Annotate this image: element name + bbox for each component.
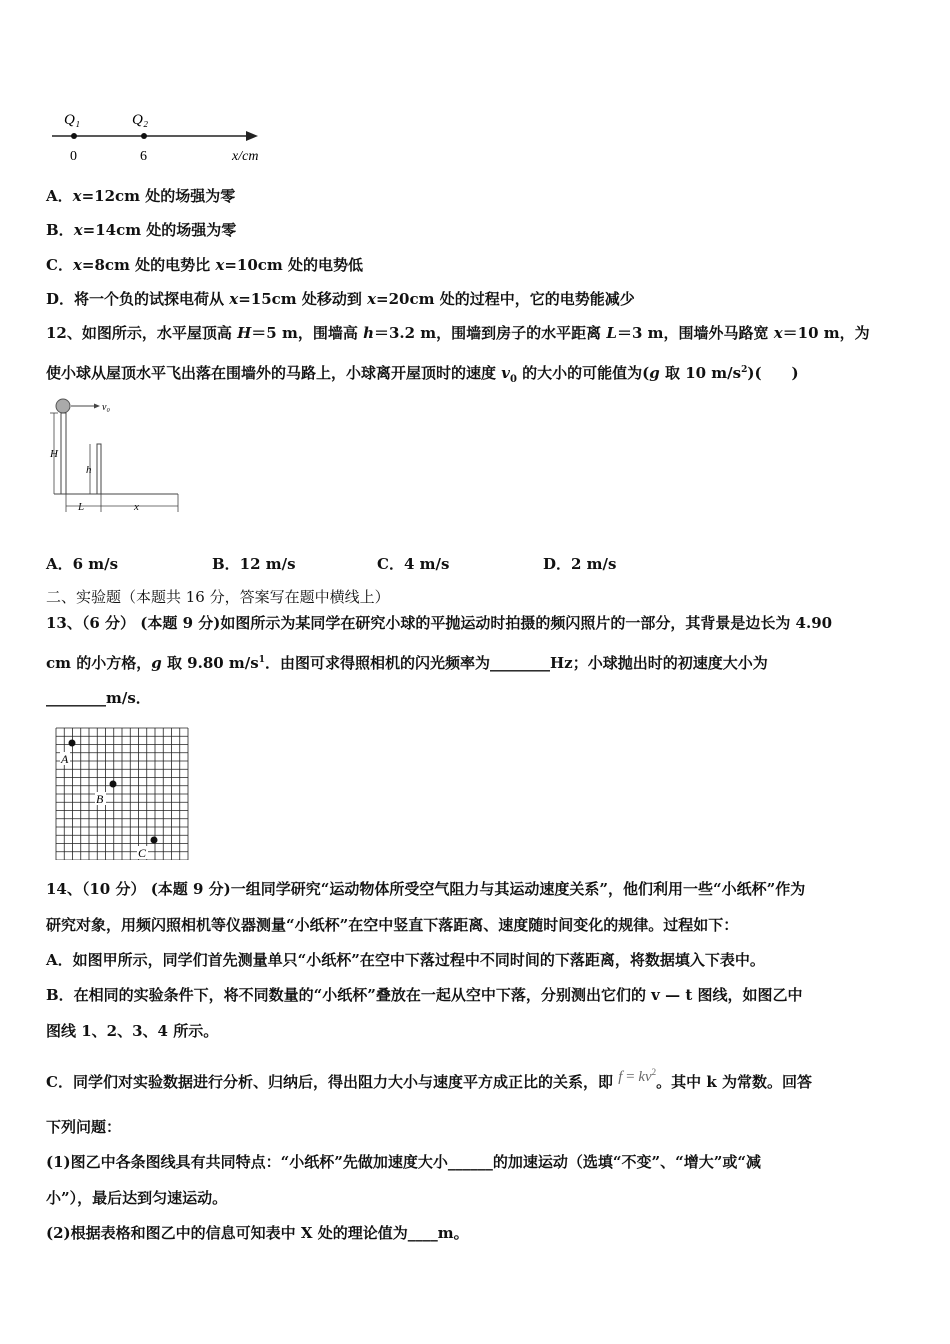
superscript: 2 <box>651 1067 657 1077</box>
v0-arrowhead <box>94 404 100 409</box>
charge-q2 <box>141 133 147 139</box>
text: ＝5 m，围墙高 <box>251 324 364 342</box>
q11-choice-a <box>46 186 235 206</box>
text: 取 10 m/s <box>659 364 742 382</box>
text: ＝3.2 m，围墙到房子的水平距离 <box>373 324 607 342</box>
choice-text: =14cm 处的场强为零 <box>82 221 237 239</box>
label-b: B <box>96 792 104 806</box>
q13-stem-line2 <box>46 650 768 673</box>
text: 的大小的可能值为( <box>516 364 650 382</box>
charge-q1 <box>71 133 77 139</box>
var-x: x <box>773 324 783 342</box>
q12-choice-c: C．4 m/s <box>377 555 450 573</box>
choice-letter: C． <box>46 256 73 274</box>
text: )( ) <box>747 364 799 382</box>
label-a: A <box>61 752 69 766</box>
var-L: L <box>606 324 617 342</box>
choice-text: =20cm 处的过程中，它的电势能减少 <box>376 290 635 308</box>
var-g: g <box>649 364 660 382</box>
tick-0: 0 <box>70 149 77 164</box>
q12-stem-line2 <box>46 360 799 390</box>
q12-choice-b: B．12 m/s <box>212 555 296 573</box>
q14-part1-line2: 小”），最后达到匀速运动。 <box>46 1189 228 1207</box>
text: ＝10 m，为 <box>782 324 870 342</box>
formula <box>618 1069 656 1085</box>
choice-letter: B． <box>46 221 74 239</box>
choice-letter: D．将一个负的试探电荷从 <box>46 290 230 308</box>
choice-text: =12cm 处的场强为零 <box>81 187 236 205</box>
q14-stem-line2: 研究对象，用频闪照相机等仪器测量“小纸杯”在空中竖直下落距离、速度随时间变化的规律。过程如下： <box>46 916 739 934</box>
axis-label: x/cm <box>232 149 259 164</box>
label-h: h <box>86 464 92 476</box>
var-x: x <box>72 187 82 205</box>
point-a <box>69 740 76 747</box>
wall <box>97 444 101 494</box>
q14-stem-line1: 14、（10 分） (本题 9 分)一组同学研究“运动物体所受空气阻力与其运动速度关系”，他们利用一些“小纸杯”作为 <box>46 880 806 898</box>
label-q1: Q₁ <box>64 112 81 128</box>
point-c <box>151 837 158 844</box>
label-L: L <box>78 501 85 513</box>
q14-step-c-line1 <box>46 1068 812 1093</box>
label-c: C <box>138 846 147 860</box>
choice-text: =8cm 处的电势比 <box>81 256 216 274</box>
text: 12、如图所示，水平屋顶高 <box>46 324 238 342</box>
label-v0: v₀ <box>102 402 110 413</box>
var-kv: kv <box>638 1069 652 1085</box>
q11-choice-b <box>46 220 236 240</box>
projectile-wall-figure <box>44 394 194 522</box>
var-H: H <box>237 324 252 342</box>
charge-axis-figure <box>44 104 274 166</box>
text: 。其中 k 为常数。回答 <box>656 1073 812 1091</box>
q13-stem-line3: ________m/s． <box>46 689 151 707</box>
strobe-grid-figure <box>54 726 190 860</box>
var-f: f <box>618 1069 623 1085</box>
superscript: 2 <box>741 365 748 375</box>
label-H: H <box>50 448 58 460</box>
q11-choice-c <box>46 255 363 275</box>
text: cm 的小方格， <box>46 654 152 672</box>
text: ．由图可求得照相机的闪光频率为________Hz；小球抛出时的初速度大小为 <box>265 654 768 672</box>
q14-step-a: A．如图甲所示，同学们首先测量单只“小纸杯”在空中下落过程中不同时间的下落距离，将数据填入下表中。 <box>46 951 765 969</box>
text: C．同学们对实验数据进行分析、归纳后，得出阻力大小与速度平方成正比的关系，即 <box>46 1073 613 1091</box>
q12-choice-a: A．6 m/s <box>46 555 119 573</box>
var-g: g <box>151 654 162 672</box>
choice-text: =15cm 处移动到 <box>238 290 368 308</box>
text: 取 9.80 m/s <box>161 654 259 672</box>
text: ＝3 m，围墙外马路宽 <box>616 324 774 342</box>
q12-choice-d: D．2 m/s <box>543 555 617 573</box>
q14-part2: (2)根据表格和图乙中的信息可知表中 X 处的理论值为____m。 <box>46 1224 469 1242</box>
q13-stem-line1: 13、（6 分） (本题 9 分)如图所示为某同学在研究小球的平抛运动时拍摄的频闪照片的一部分，其背景是边长为 4.90 <box>46 614 833 632</box>
var-h: h <box>363 324 374 342</box>
section-heading: 二、实验题（本题共 16 分，答案写在题中横线上） <box>46 588 390 606</box>
axis-arrow <box>246 131 258 141</box>
choice-text: =10cm 处的电势低 <box>224 256 363 274</box>
q14-part1-line1: (1)图乙中各条图线具有共同特点：“小纸杯”先做加速度大小______的加速运动（选填“不变”、“增大”或“减 <box>46 1153 762 1171</box>
text: 使小球从屋顶水平飞出落在围墙外的马路上，小球离开屋顶时的速度 <box>46 364 502 382</box>
ball <box>56 399 70 413</box>
label-x: x <box>134 501 139 513</box>
point-b <box>110 781 117 788</box>
var-x: x <box>215 256 225 274</box>
grid-lines <box>56 728 188 860</box>
var-x: x <box>73 221 83 239</box>
superscript: 1 <box>258 655 265 665</box>
var-x: x <box>367 290 377 308</box>
subscript: 0 <box>509 374 517 385</box>
q11-choice-d <box>46 289 635 309</box>
q14-step-c-line2: 下列问题： <box>46 1118 122 1136</box>
q12-stem-line1 <box>46 323 870 343</box>
var-v: v <box>501 364 510 382</box>
q14-step-b-line1: B．在相同的实验条件下，将不同数量的“小纸杯”叠放在一起从空中下落，分别测出它们的 v — t 图线，如图乙中 <box>46 986 803 1004</box>
var-x: x <box>229 290 239 308</box>
choice-letter: A． <box>46 187 73 205</box>
var-x: x <box>72 256 82 274</box>
label-q2: Q₂ <box>132 112 149 128</box>
tick-6: 6 <box>140 149 147 164</box>
q14-step-b-line2: 图线 1、2、3、4 所示。 <box>46 1022 219 1040</box>
building <box>61 413 66 494</box>
text: = <box>622 1069 639 1085</box>
